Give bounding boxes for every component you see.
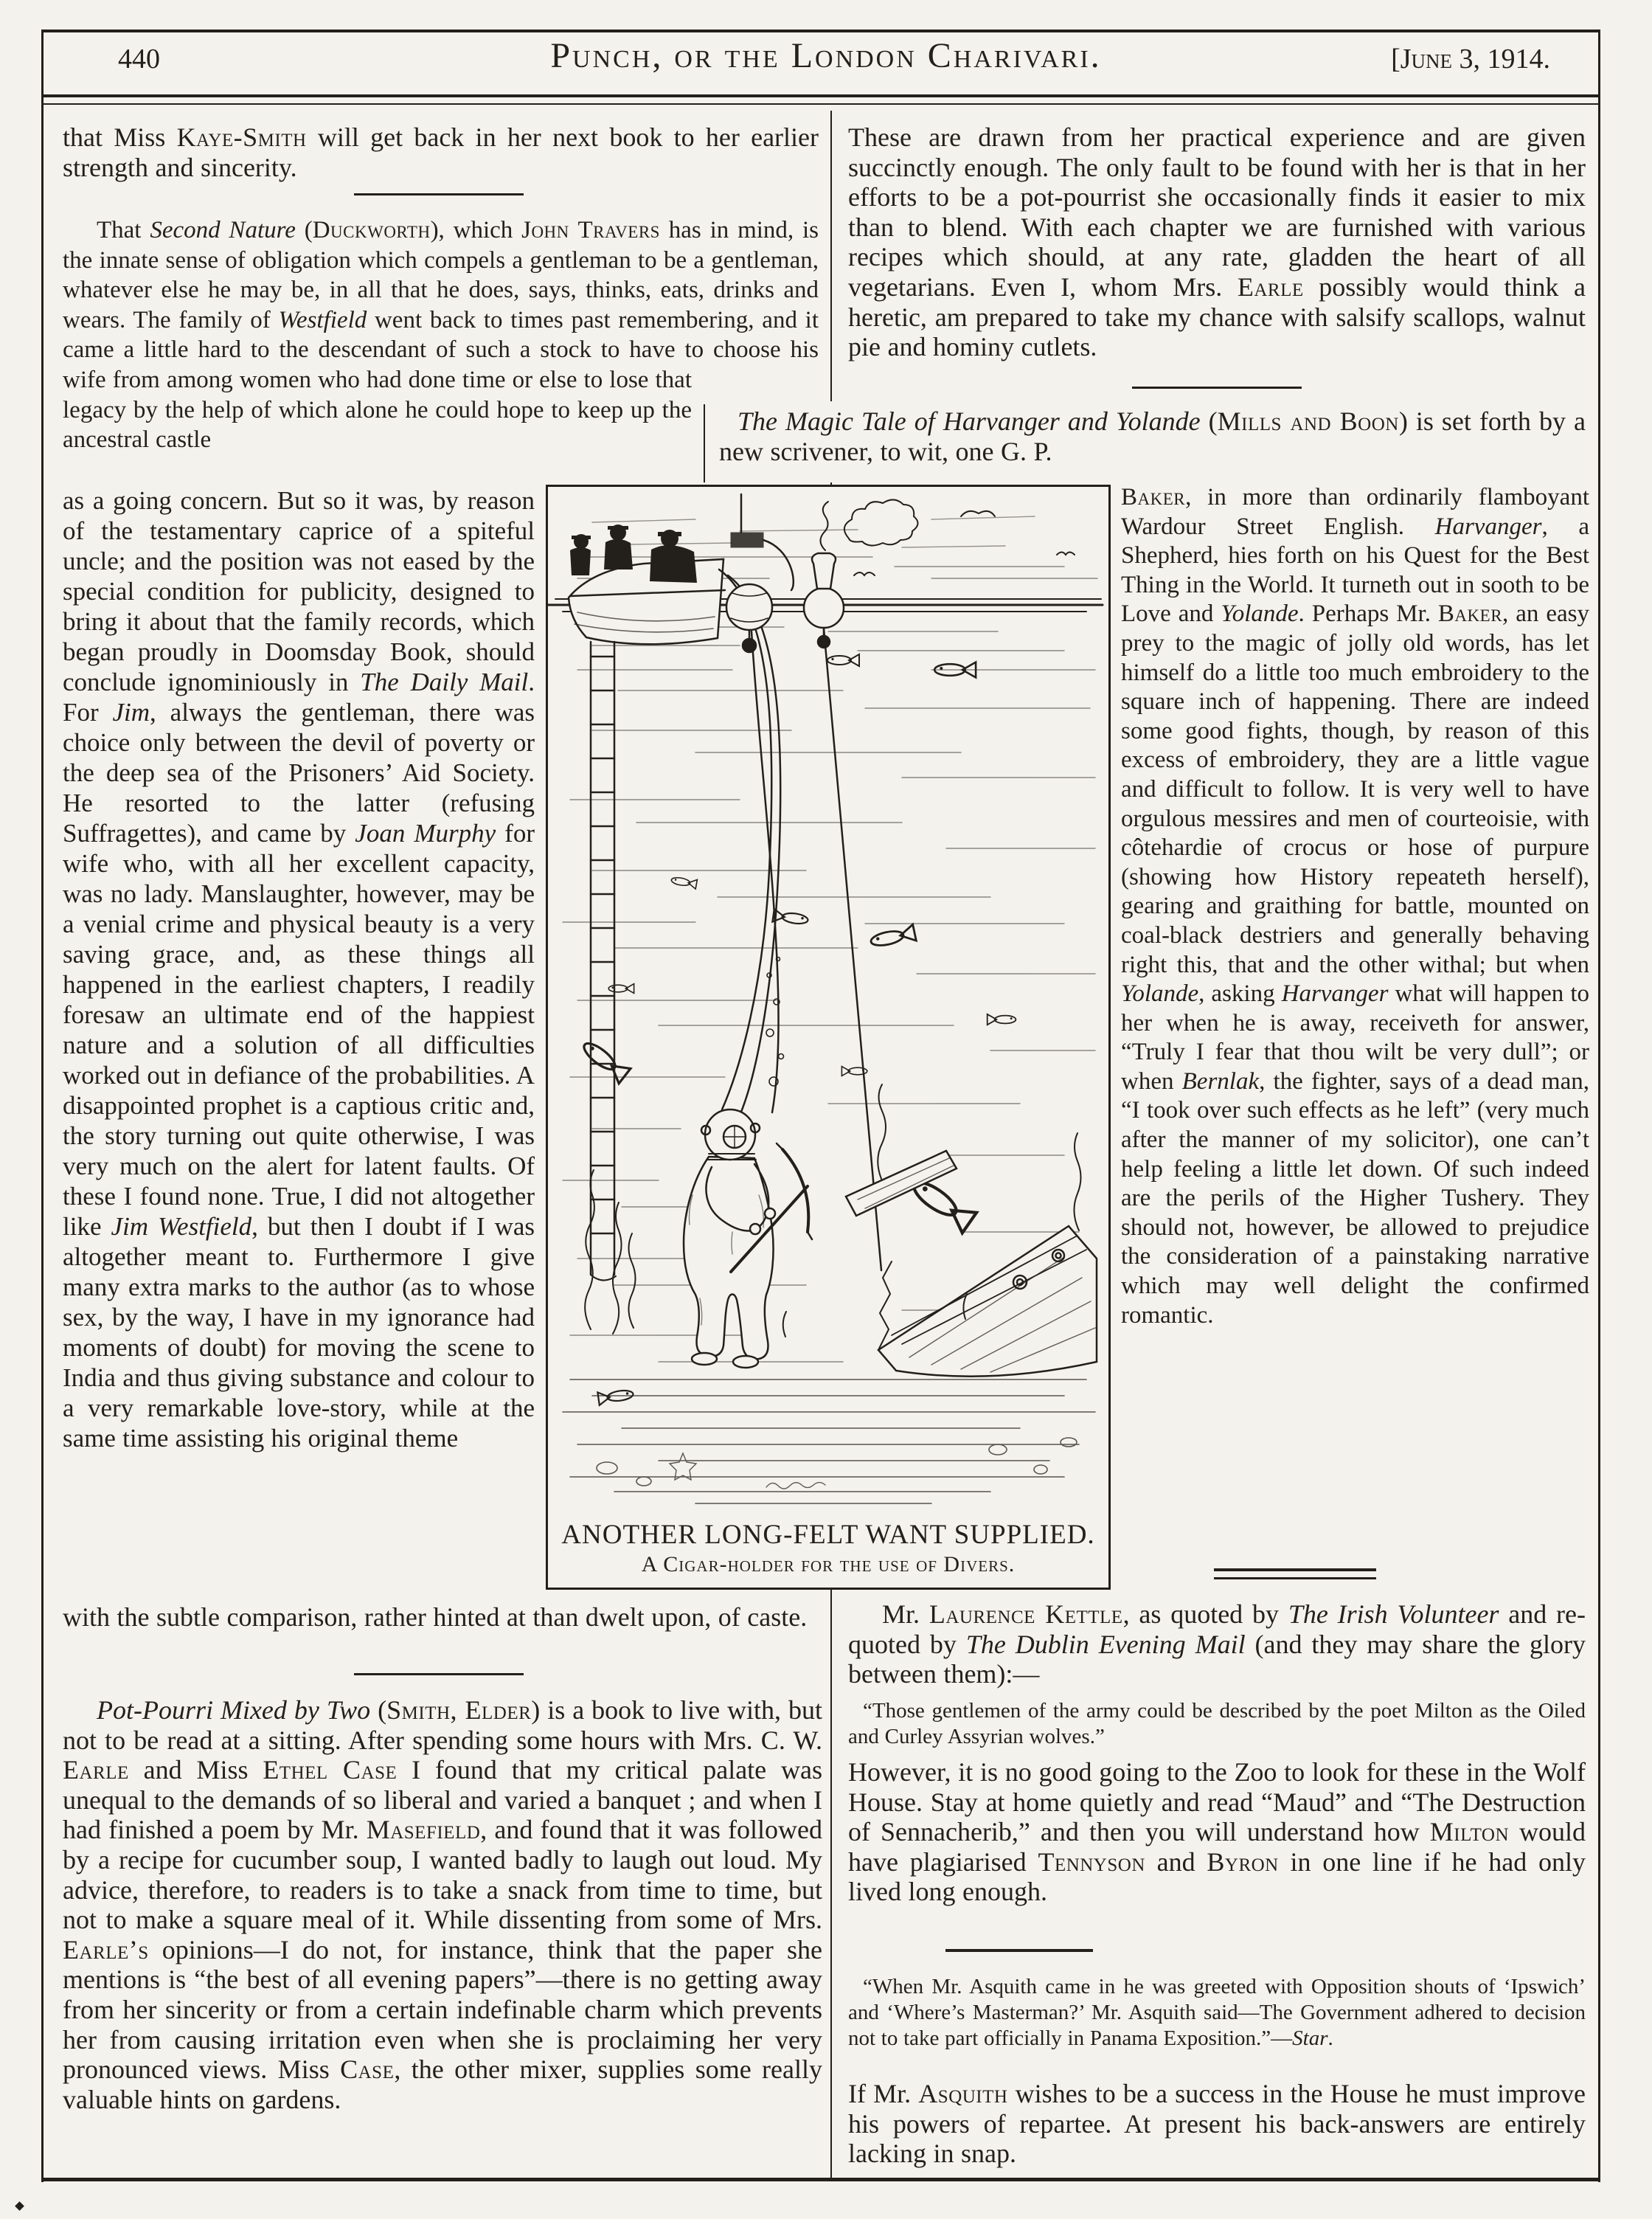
bubbles xyxy=(766,958,784,1087)
fish-icon xyxy=(597,1388,634,1405)
seafloor xyxy=(563,1379,1095,1503)
wreck xyxy=(846,1151,1097,1377)
quote-asquith-star: “When Mr. Asquith came in he was greeted with Opposition shouts of ‘Ipswich’ and ‘Where’s Masterman?’ Mr. Asquith said—The Government adhered to decision not to take part officially in Panama Exposition.”—Star. xyxy=(848,1975,1586,2050)
review-magic-tale-heading: The Magic Tale of Harvanger and Yolande (Mills and Boon) is set forth by a new scrivener, to wit, one G. P. xyxy=(719,406,1586,466)
illustration-box xyxy=(546,485,1111,1590)
section-divider xyxy=(1132,387,1302,389)
review-second-nature: That Second Nature (Duckworth), which John Travers has in mind, is the innate sense of obligation which compels a gentleman to be a gentleman, whatever else he may be, in all that he does, says, thinks, eats, drinks and wears. The family of Westfield went back to times past remembering, and it came a little hard to the descendant of such a stock to have to choose his wife from among women who had done time or else to lose that legacy by the help of which alone he could hope to keep up the ancestral castle xyxy=(63,217,819,454)
review-magic-tale-continued: Baker, in more than ordinarily flamboyant Wardour Street English. Harvanger, a Shepherd, hies forth on his Quest for the Best Thing in the World. It turneth out in sooth to be Love and Yolande. Perhaps Mr. Baker, an easy prey to the magic of jolly old words, has let himself do a little too much embroidery to the square inch of happening. There are indeed some good fights, though, by reason of this excess of embroidery, they are a little vague and difficult to follow. It is very well to have orgulous messires and men of courteoisie, with côtehardie of crocus or hose of purpure (showing how History repeateth herself), gearing and graithing for battle, mounted on coal-black destriers and generally behaving right this, that and the other withal; but when Yolande, asking Harvanger what will happen to her when he is away, receiveth for answer, “Truly I fear that thou wilt be very dull”; or when Bernlak, the fighter, says of a dead man, “I took over such effects as he left” (very much after the manner of my solicitor), one can’t help feeling a little let down. Of such indeed are the perils of the Higher Tushery. They should not, however, be allowed to prejudice the consideration of a painstaking narrative which may well delight the confirmed romantic. xyxy=(1121,484,1590,1329)
frame-top-rule xyxy=(43,30,1600,32)
section-divider-double-bottom xyxy=(1214,1577,1376,1579)
review-kaye-smith-end: that Miss Kaye-Smith will get back in her next book to her earlier strength and sincerity. xyxy=(63,122,819,182)
ladder xyxy=(591,642,616,1281)
review-pot-pourri-end: These are drawn from her practical experience and are given succinctly enough. The only fault to be found with her is that in her efforts to be a pot-pourrist she occasionally finds it easier to mix than to blend. With each chapter we are furnished with various recipes which should, at any rate, gladden the heart of all vegetarians. Even I, whom Mrs. Earle possibly would think a heretic, am prepared to take my chance with salsify scallops, walnut pie and hominy cutlets. xyxy=(848,122,1586,362)
item-asquith-comment: If Mr. Asquith wishes to be a success in the House he must improve his powers of repartee. At present his back-answers are entirely lacking in snap. xyxy=(848,2079,1586,2169)
review-second-nature-continued: as a going concern. But so it was, by reason of the testamentary caprice of a spiteful uncle; and the position was not eased by the special condition for publicity, designed to bring it about that the family records, which began proudly in Doomsday Book, should conclude ignominiously in The Daily Mail. For Jim, always the gentleman, there was choice only between the devil of poverty or the deep sea of the Prisoners’ Aid Society. He resorted to the latter (refusing Suffragettes), and came by Joan Murphy for wife who, with all her excellent capacity, was no lady. Manslaughter, however, may be a venial crime and physical beauty is a very saving grace, and, as these things all happened in the earliest chapters, I readily foresaw an ultimate end of the happiest nature and a solution of all difficulties worked out in defiance of the probabilities. A disappointed prophet is a captious critic and, the story turning out quite otherwise, I was very much on the alert for latent faults. Of these I found none. True, I did not altogether like Jim Westfield, but then I doubt if I was altogether meant to. Furthermore I give many extra marks to the author (as to whose sex, by the way, I have in my ignorance had moments of doubt) for moving the scene to India and thus giving substance and colour to a very remarkable love-story, while at the same time assisting his original theme xyxy=(63,486,535,1453)
smoke xyxy=(820,499,995,550)
fish-icon xyxy=(827,654,859,666)
section-divider xyxy=(354,193,524,195)
section-divider xyxy=(354,1673,524,1675)
printers-mark xyxy=(15,2201,24,2211)
illustration-caption-subtitle: A Cigar-holder for the use of Divers. xyxy=(641,1552,1016,1576)
item-kettle-comment: However, it is no good going to the Zoo to look for these in the Wolf House. Stay at home quietly and read “Maud” and “The Destruction of Sennacherib,” and then you will understand how Milton would have plagiarised Tennyson and Byron in one line if he had only lived long enough. xyxy=(848,1757,1586,1907)
boat xyxy=(569,559,725,644)
header-rule-thin xyxy=(43,103,1600,105)
frame-left-rule xyxy=(41,30,44,2182)
fish-icon xyxy=(988,1014,1016,1025)
quote-assyrian-wolves: “Those gentlemen of the army could be described by the poet Milton as the Oiled and Curley Assyrian wolves.” xyxy=(848,1699,1586,1748)
fish-icon xyxy=(772,909,808,927)
page-title: Punch, or the London Charivari. xyxy=(550,36,1102,75)
buoys xyxy=(726,553,844,652)
cigar-holder-nozzle xyxy=(731,533,763,547)
section-divider-double-top xyxy=(1214,1568,1376,1571)
frame-right-rule xyxy=(1598,30,1600,2182)
page-number: 440 xyxy=(118,44,160,75)
water-hatch-lines xyxy=(563,557,1097,1362)
column-divider-upper xyxy=(830,111,832,401)
fish-icon xyxy=(870,924,917,949)
frame-bottom-rule xyxy=(43,2178,1600,2181)
item-kettle: Mr. Laurence Kettle, as quoted by The Irish Volunteer and re-quoted by The Dublin Evening Mail (and they may share the glory between them):— xyxy=(848,1599,1586,1689)
fish-icon xyxy=(670,875,697,889)
bird-icons xyxy=(692,553,1075,576)
review-pot-pourri: Pot-Pourri Mixed by Two (Smith, Elder) is a book to live with, but not to be read at a sitting. After spending some hours with Mrs. C. W. Earle and Miss Ethel Case I found that my critical palate was unequal to the demands of so liberal and varied a banquet ; and when I had finished a poem by Mr. Masefield, and found that it was followed by a recipe for cucumber soup, I wanted badly to laugh out loud. My advice, therefore, to readers is to take a snack from time to time, but not to make a square meal of it. While dissenting from some of Mrs. Earle’s opinions—I do not, for instance, think that the paper she mentions is “the best of all evening papers”—there is no getting away from her sincerity or from a certain indefinable charm which prevents her from causing irritation even when she is proclaiming her very pronounced views. Miss Case, the other mixer, supplies some really valuable hints on gardens. xyxy=(63,1695,823,2114)
fish-icon xyxy=(841,1067,867,1076)
page-date: [June 3, 1914. xyxy=(1391,44,1550,75)
review-second-nature-tail: with the subtle comparison, rather hinted at than dwelt upon, of caste. xyxy=(63,1602,808,1632)
header-rule-thick xyxy=(43,94,1600,97)
diver-cartoon xyxy=(548,487,1104,1516)
artist-signature xyxy=(766,1483,825,1489)
illustration-caption-title: ANOTHER LONG-FELT WANT SUPPLIED. xyxy=(561,1520,1095,1550)
section-divider xyxy=(945,1949,1093,1952)
fish-icon xyxy=(608,984,634,994)
